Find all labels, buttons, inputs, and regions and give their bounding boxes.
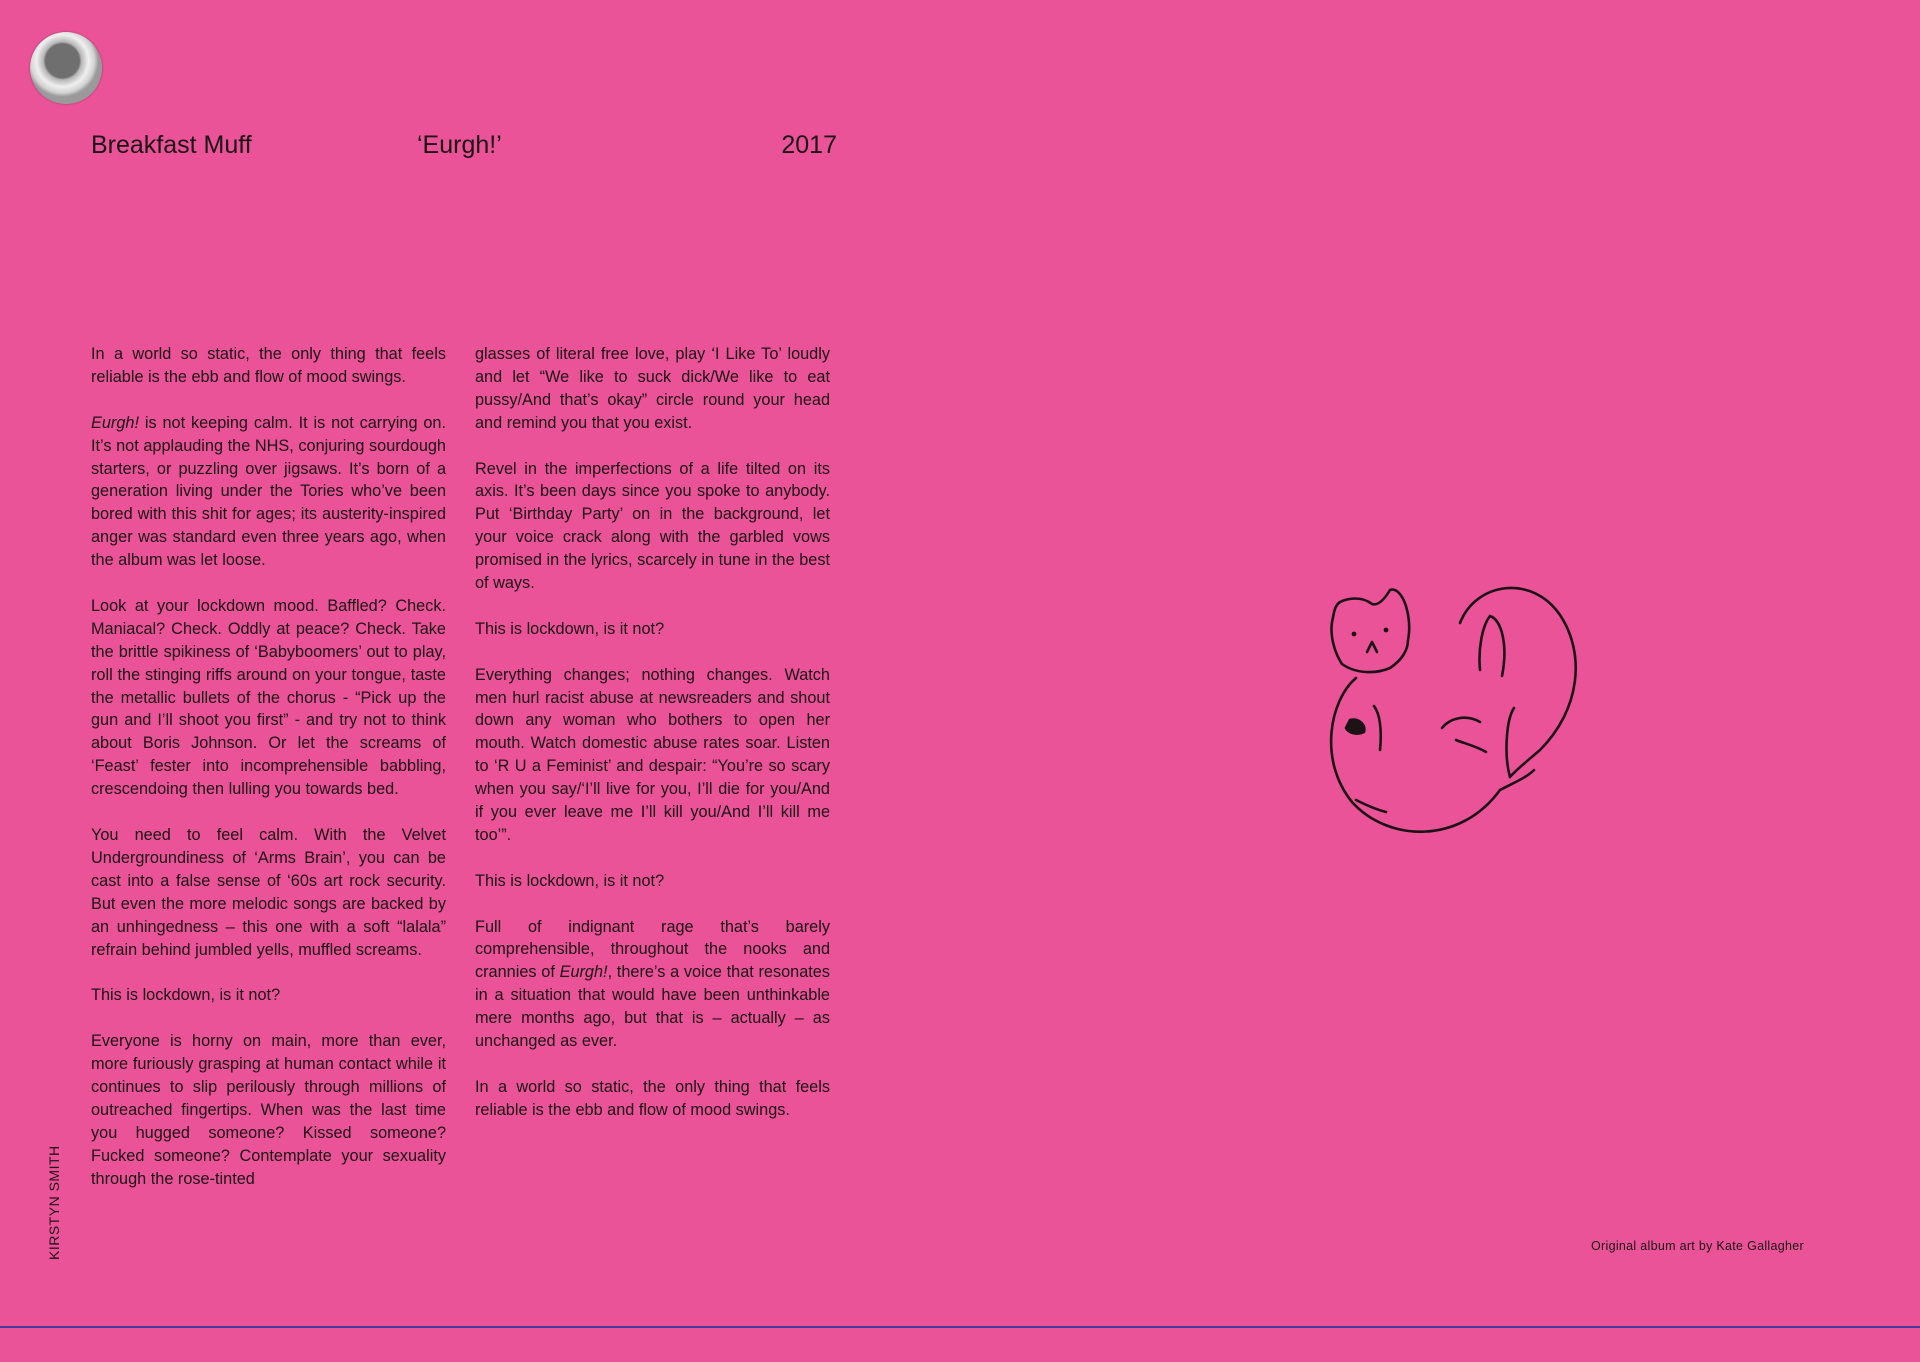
paragraph: Look at your lockdown mood. Baffled? Check. Maniacal? Check. Oddly at peace? Check. Take the brittle spikiness of ‘Babyboomers’ out to play, roll the stinging riffs around on your tongue, taste the metallic bullets of the chorus - “Pick up the gun and I’ll shoot you first” - and try not to think about Boris Johnson. Or let the screams of ‘Feast’ fester into incomprehensible babbling, crescendoing then lulling you towards bed. (91, 596, 446, 799)
paragraph: Everyone is horny on main, more than ever, more furiously grasping at human contact while it continues to slip perilously through millions of outreached fingertips. When was the last time you hugged someone? Kissed someone? Fucked someone? Contemplate your sexuality through the rose-tinted (91, 1032, 446, 1188)
author-byline: KIRSTYN SMITH (46, 1145, 62, 1260)
paragraph: In a world so static, the only thing that feels reliable is the ebb and flow of mood swings. (475, 1077, 830, 1119)
article-column-right (475, 343, 830, 1145)
paragraph: This is lockdown, is it not? (91, 986, 281, 1005)
album-title-emphasis: Eurgh! (91, 413, 139, 432)
paragraph: Everything changes; nothing changes. Watch men hurl racist abuse at newsreaders and shout down any woman who bothers to open her mouth. Watch domestic abuse rates soar. Listen to ‘R U a Feminist’ and despair: “You’re so scary when you say/‘I’ll live for you, I’ll die for you/And if you ever leave me I’ll kill you/And I’ll kill me too’”. (475, 665, 830, 844)
release-year: 2017 (781, 131, 837, 159)
paragraph: Revel in the imperfections of a life tilted on its axis. It’s been days since you spoke to anybody. Put ‘Birthday Party’ on in the background, let your voice crack along with the garbled vows promised in the lyrics, scarcely in tune in the best of ways. (475, 459, 830, 593)
paragraph: glasses of literal free love, play ‘I Like To’ loudly and let “We like to suck dick/We like to eat pussy/And that’s okay” circle round your head and remind you that you exist. (475, 345, 830, 432)
paragraph: Eurgh! is not keeping calm. It is not carrying on. It’s not applauding the NHS, conjuring sourdough starters, or puzzling over jigsaws. It’s born of a generation living under the Tories who’ve been bored with this shit for ages; its austerity-inspired anger was standard even three years ago, when the album was let loose. (91, 413, 446, 570)
article-column-left (91, 343, 446, 1213)
album-title: ‘Eurgh!’ (417, 131, 502, 159)
paragraph: This is lockdown, is it not? (475, 871, 665, 890)
paragraph: In a world so static, the only thing that feels reliable is the ebb and flow of mood swings. (91, 345, 446, 386)
bottom-divider (0, 1326, 1920, 1328)
album-title-emphasis: Eurgh! (559, 963, 608, 982)
artist-name: Breakfast Muff (91, 131, 252, 159)
record-disc-icon (30, 32, 102, 104)
album-art-credit: Original album art by Kate Gallagher (1591, 1239, 1804, 1253)
paragraph: Full of indignant rage that’s barely comprehensible, throughout the nooks and crannies of Eurgh!, there’s a voice that resonates in a situation that would have been unthinkable mere months ago, but that is – actually – as unchanged as ever. (475, 917, 831, 1051)
face-with-cat-drawing-icon (1310, 560, 1590, 850)
paragraph: This is lockdown, is it not? (475, 619, 665, 638)
paragraph: You need to feel calm. With the Velvet Undergroundiness of ‘Arms Brain’, you can be cast into a false sense of ‘60s art rock security. But even the more melodic songs are backed by an unhingedness – this one with a soft “lalala” refrain behind jumbled yells, muffled screams. (91, 825, 446, 959)
